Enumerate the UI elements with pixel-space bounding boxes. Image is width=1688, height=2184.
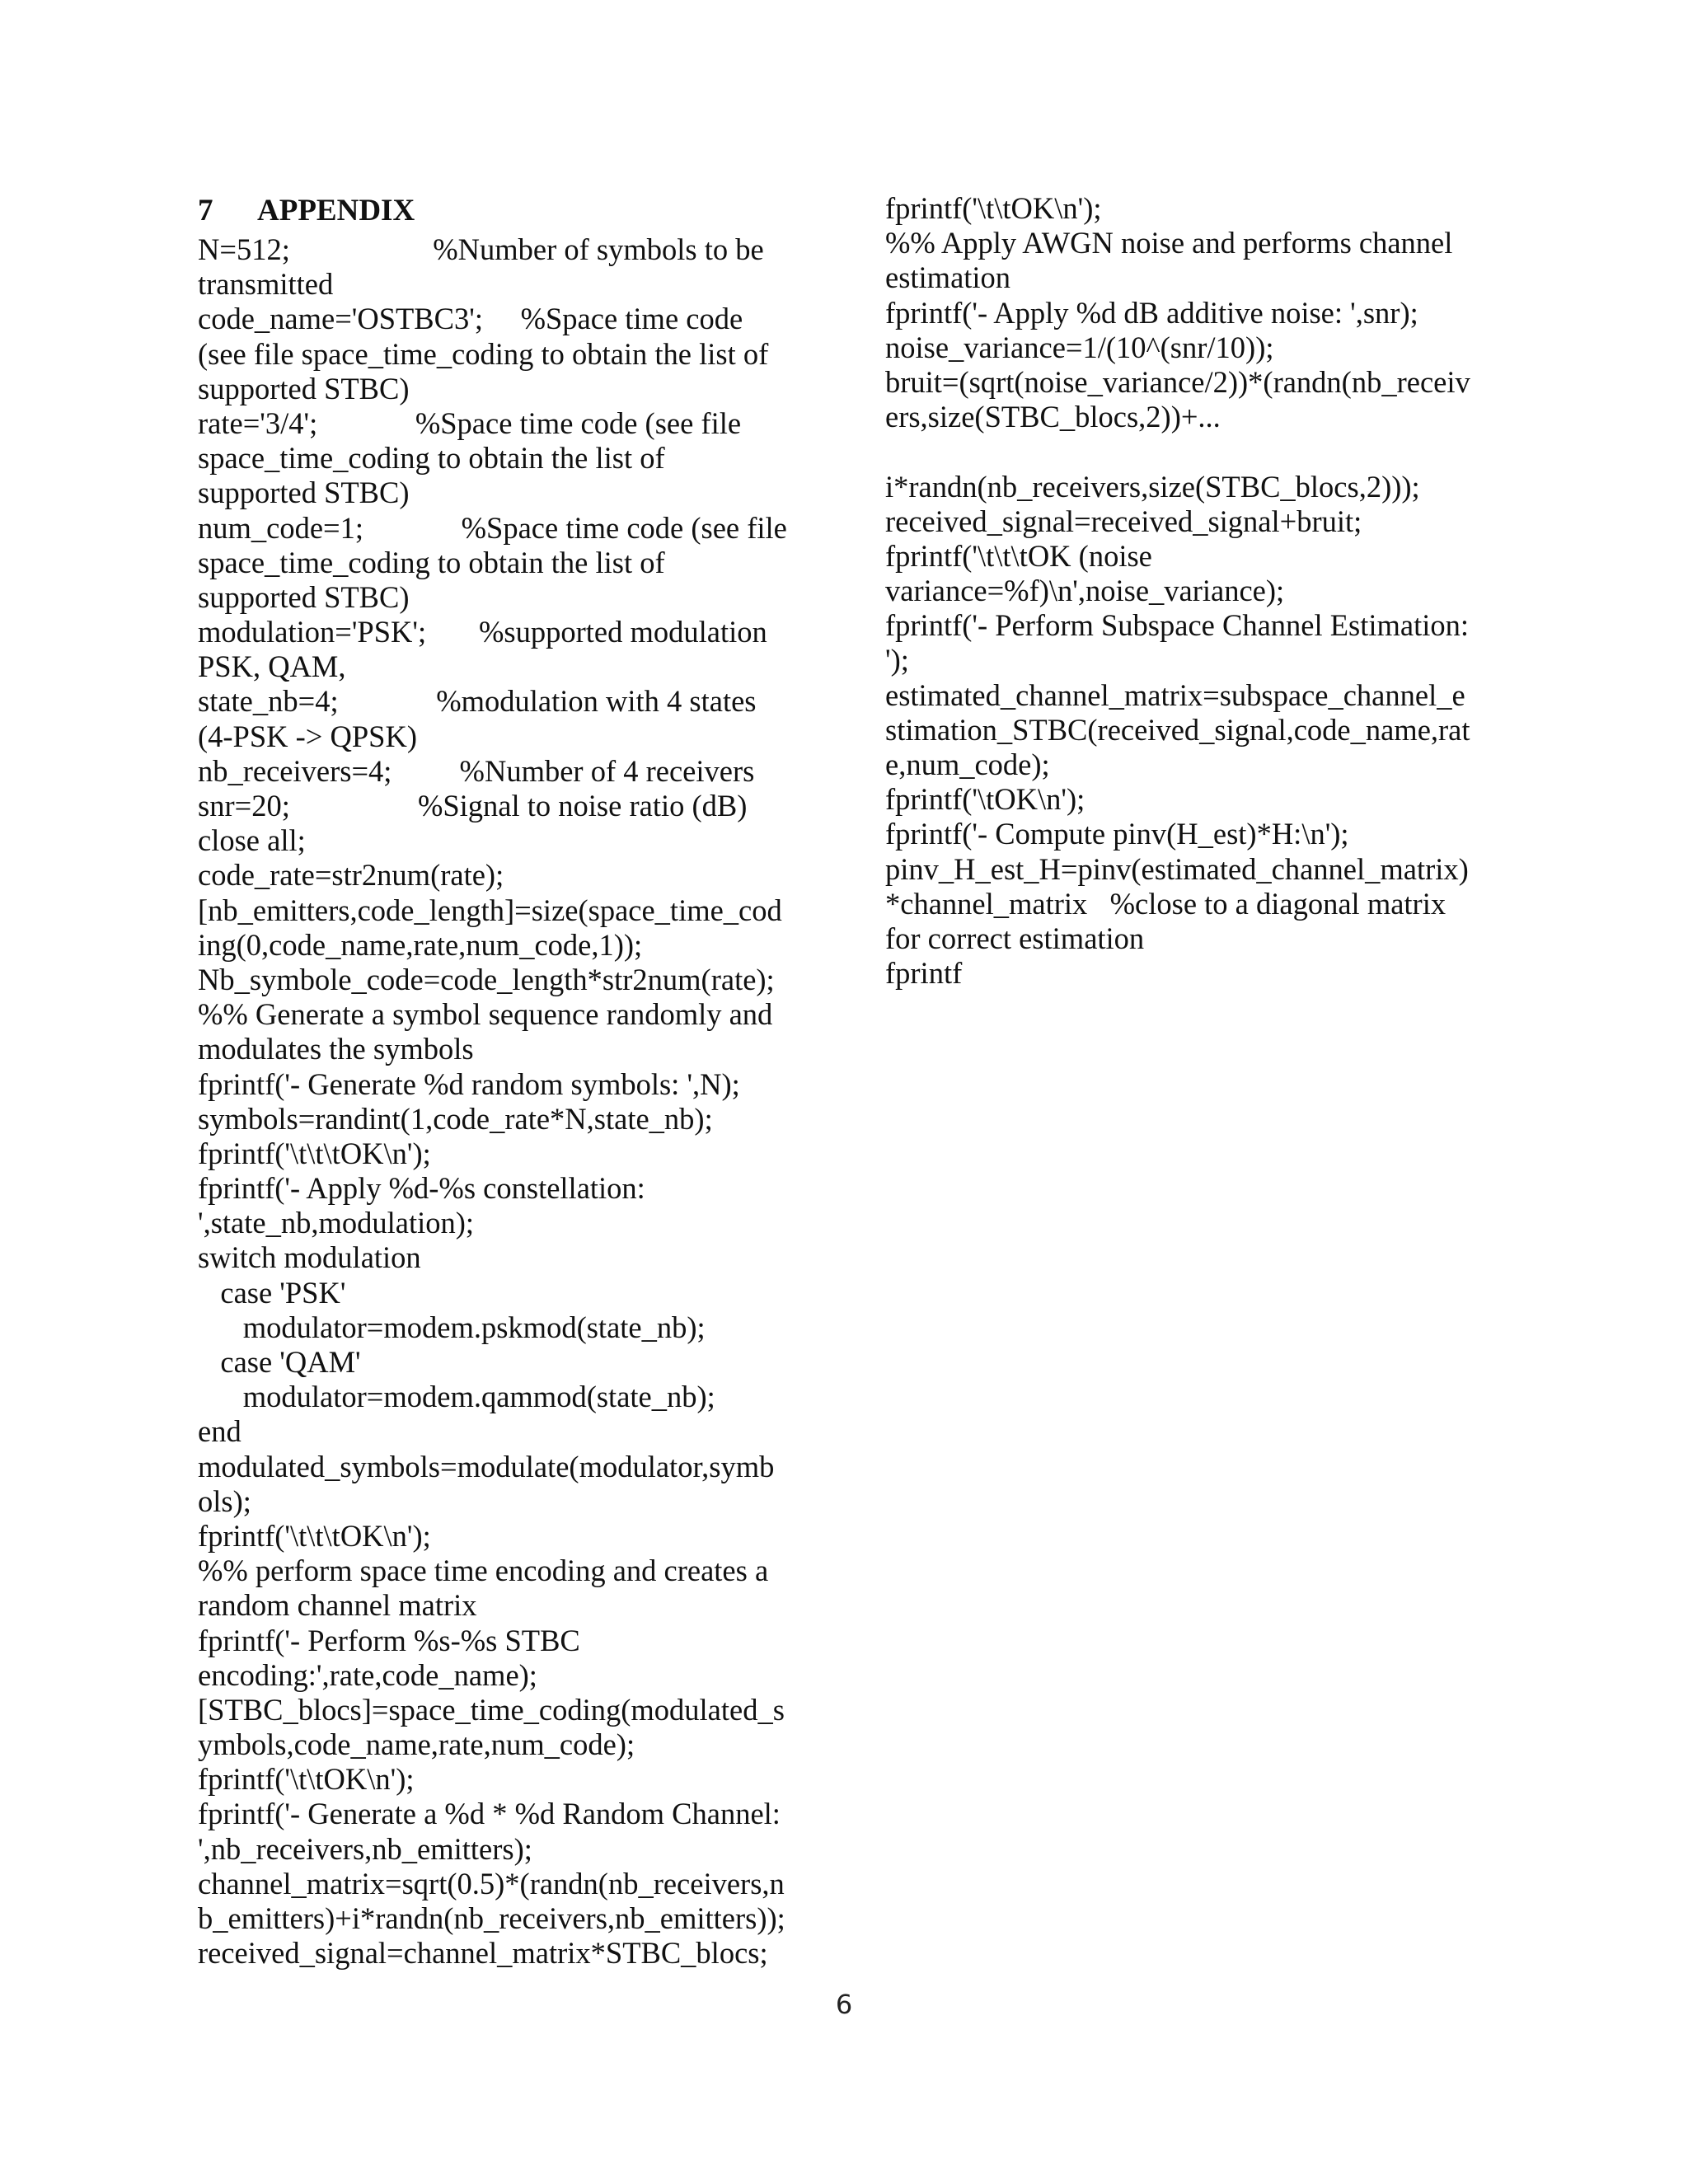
code-line: fprintf('\t\tOK\n');	[198, 1762, 415, 1797]
code-line: end	[198, 1414, 241, 1449]
code-line: close all;	[198, 823, 306, 858]
code-line: fprintf('- Perform %s-%s STBC	[198, 1623, 580, 1657]
code-line: ',nb_receivers,nb_emitters);	[198, 1831, 532, 1866]
code-line: fprintf('- Apply %d dB additive noise: ',snr);	[885, 295, 1418, 330]
code-line: fprintf('- Apply %d-%s constellation:	[198, 1171, 645, 1206]
code-line: received_signal=received_signal+bruit;	[885, 504, 1362, 538]
code-line: space_time_coding to obtain the list of	[198, 545, 665, 579]
code-line: modulator=modem.pskmod(state_nb);	[198, 1310, 706, 1344]
code-line: received_signal=channel_matrix*STBC_blocs;	[198, 1936, 768, 1971]
code-line: fprintf('- Generate a %d * %d Random Channel:	[198, 1797, 781, 1831]
code-line: %% Apply AWGN noise and performs channel	[885, 226, 1453, 260]
code-line: code_rate=str2num(rate);	[198, 858, 504, 893]
code-line: noise_variance=1/(10^(snr/10));	[885, 330, 1274, 364]
code-line: ');	[885, 643, 909, 677]
code-line: random channel matrix	[198, 1588, 477, 1623]
code-line: estimation	[885, 260, 1011, 295]
code-line: b_emitters)+i*randn(nb_receivers,nb_emitters));	[198, 1901, 785, 1935]
code-line: (4-PSK -> QPSK)	[198, 719, 417, 753]
left-code-block	[198, 232, 824, 1971]
code-line: switch modulation	[198, 1240, 421, 1275]
code-line: [STBC_blocs]=space_time_coding(modulated_s	[198, 1692, 785, 1727]
code-line: rate='3/4'; %Space time code (see file	[198, 405, 742, 440]
code-line: variance=%f)\n',noise_variance);	[885, 574, 1285, 608]
section-number: 7	[198, 194, 213, 227]
code-line: num_code=1; %Space time code (see file	[198, 510, 787, 545]
code-line: stimation_STBC(received_signal,code_name,rat	[885, 712, 1470, 747]
code-line: modulator=modem.qammod(state_nb);	[198, 1380, 715, 1414]
code-line: pinv_H_est_H=pinv(estimated_channel_matrix)	[885, 851, 1469, 886]
code-line: code_name='OSTBC3'; %Space time code	[198, 302, 743, 336]
code-line: fprintf('\t\t\tOK\n');	[198, 1136, 431, 1170]
code-line: fprintf	[885, 956, 963, 991]
code-line: nb_receivers=4; %Number of 4 receivers	[198, 753, 755, 788]
page-number: 6	[835, 1989, 853, 2020]
code-line: space_time_coding to obtain the list of	[198, 441, 665, 476]
code-line: case 'PSK'	[198, 1275, 346, 1310]
code-line: for correct estimation	[885, 921, 1145, 955]
code-line: channel_matrix=sqrt(0.5)*(randn(nb_receivers,n	[198, 1866, 785, 1900]
code-line: modulates the symbols	[198, 1032, 474, 1066]
code-line: estimated_channel_matrix=subspace_channel_e	[885, 677, 1465, 712]
code-line: case 'QAM'	[198, 1345, 361, 1379]
code-line: ',state_nb,modulation);	[198, 1206, 475, 1240]
code-line: fprintf('\t\t\tOK (noise	[885, 538, 1152, 573]
code-line: (see file space_time_coding to obtain the list of	[198, 336, 769, 371]
code-line: snr=20; %Signal to noise ratio (dB)	[198, 789, 748, 823]
code-line: symbols=randint(1,code_rate*N,state_nb);	[198, 1101, 713, 1136]
code-line: supported STBC)	[198, 476, 410, 510]
code-line: %% perform space time encoding and creates a	[198, 1554, 769, 1588]
code-line: Nb_symbole_code=code_length*str2num(rate);	[198, 962, 775, 996]
code-line: transmitted	[198, 267, 334, 302]
code-line: fprintf('- Perform Subspace Channel Estimation:	[885, 608, 1470, 643]
code-line: fprintf('- Compute pinv(H_est)*H:\n');	[885, 817, 1349, 851]
code-line: fprintf('\t\tOK\n');	[885, 191, 1102, 225]
code-line: fprintf('- Generate %d random symbols: ',N);	[198, 1066, 740, 1101]
code-line: fprintf('\t\t\tOK\n');	[198, 1518, 431, 1553]
code-line: %% Generate a symbol sequence randomly and	[198, 997, 773, 1032]
code-line: *channel_matrix %close to a diagonal matrix	[885, 886, 1447, 921]
right-code-block	[885, 191, 1512, 991]
code-line: i*randn(nb_receivers,size(STBC_blocs,2)));	[885, 469, 1420, 504]
code-line: state_nb=4; %modulation with 4 states	[198, 684, 757, 719]
section-title: APPENDIX	[257, 194, 415, 227]
code-line: [nb_emitters,code_length]=size(space_time_cod	[198, 893, 782, 927]
code-line: supported STBC)	[198, 371, 410, 405]
section-heading	[198, 191, 824, 232]
code-line: e,num_code);	[885, 748, 1050, 781]
code-line: PSK, QAM,	[198, 649, 346, 684]
code-line: fprintf('\tOK\n');	[885, 782, 1085, 817]
code-line: ers,size(STBC_blocs,2))+...	[885, 400, 1221, 434]
right-column	[885, 191, 1512, 991]
code-line: bruit=(sqrt(noise_variance/2))*(randn(nb_receiv	[885, 364, 1470, 399]
code-line: supported STBC)	[198, 579, 410, 614]
code-line	[885, 434, 1512, 469]
code-line: ols);	[198, 1483, 251, 1518]
left-column	[198, 191, 824, 1971]
code-line: N=512; %Number of symbols to be	[198, 232, 764, 266]
code-line: ymbols,code_name,rate,num_code);	[198, 1727, 635, 1762]
code-line: ing(0,code_name,rate,num_code,1));	[198, 927, 643, 962]
code-line: modulated_symbols=modulate(modulator,symb	[198, 1449, 775, 1483]
code-line: encoding:',rate,code_name);	[198, 1657, 537, 1692]
code-line: modulation='PSK'; %supported modulation	[198, 615, 767, 649]
